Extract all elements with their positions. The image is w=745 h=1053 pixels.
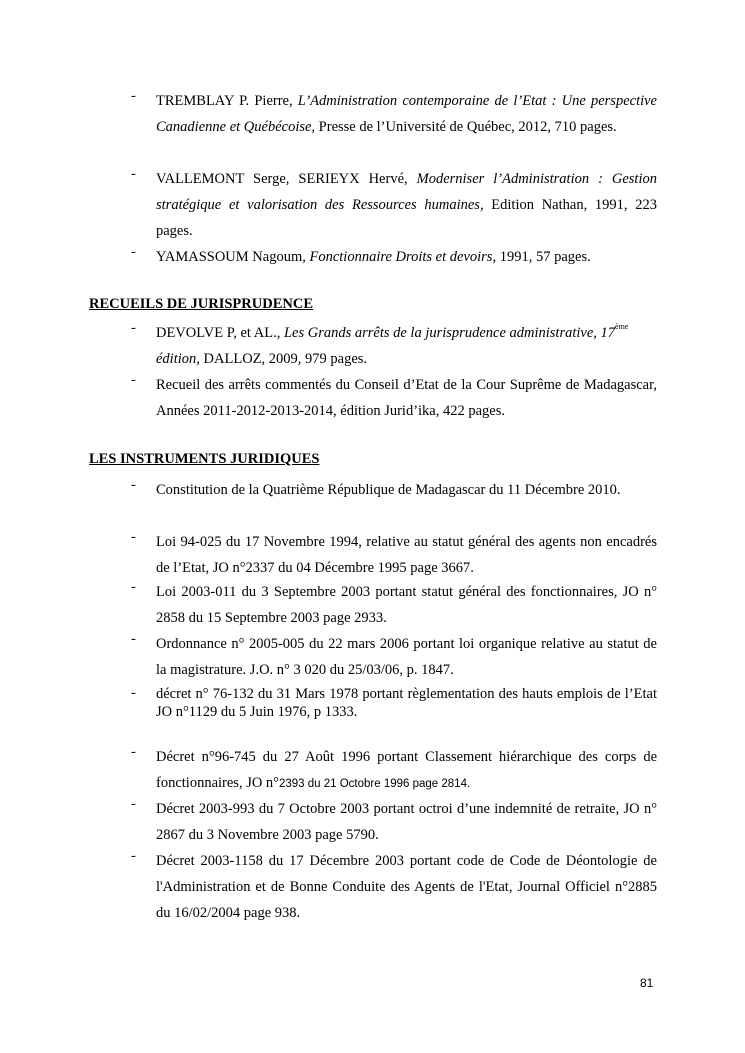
entry-author: TREMBLAY P. Pierre,: [156, 93, 298, 109]
entry-text: Constitution de la Quatrième République de Madagascar du 11 Décembre 2010.: [156, 482, 621, 498]
legal-entry-decret-2003-993: [131, 796, 657, 848]
list-dash: -: [131, 529, 136, 545]
entry-text: Décret 2003-1158 du 17 Décembre 2003 portant code de Code de Déontologie de l'Administration et de Bonne Conduite des Agents de l'Etat, Journal Officiel n°2885 du 16/02/2004 page 938.: [156, 853, 657, 921]
section-heading-instruments: LES INSTRUMENTS JURIDIQUES: [89, 451, 320, 467]
list-dash: -: [131, 88, 136, 104]
list-dash: -: [131, 744, 136, 760]
bib-entry-yamassoum: [131, 244, 657, 270]
list-dash: -: [131, 372, 136, 388]
entry-text: Décret n°96-745 du 27 Août 1996 portant Classement hiérarchique des corps de fonctionnaires, JO n°: [156, 749, 657, 791]
bib-entry-recueil-arrets: [131, 372, 657, 424]
entry-text: décret n° 76-132 du 31 Mars 1978 portant règlementation des hauts emplois de l’Etat JO n°1129 du 5 Juin 1976, p 1333.: [156, 686, 657, 720]
entry-title: Les Grands arrêts de la jurisprudence administrative, 17: [283, 325, 616, 341]
entry-publication: Presse de l’Université de Québec, 2012, 710 pages.: [315, 119, 617, 135]
entry-publication: DALLOZ, 2009, 979 pages.: [199, 351, 368, 367]
legal-entry-ordonnance: [131, 631, 657, 683]
superscript-eme: ème: [615, 322, 629, 331]
entry-title: Moderniser l’Administration : Gestion stratégique et valorisation des Ressources humaines,: [156, 171, 657, 213]
list-dash: -: [131, 579, 136, 595]
list-dash: -: [131, 848, 136, 864]
entry-text: Loi 94-025 du 17 Novembre 1994, relative au statut général des agents non encadrés de l’Etat, JO n°2337 du 04 Décembre 1995 page 3667.: [156, 534, 657, 576]
list-dash: -: [131, 796, 136, 812]
entry-title: Fonctionnaire Droits et devoirs,: [309, 249, 497, 265]
legal-entry-decret-76-132: [131, 685, 657, 721]
legal-entry-loi-2003-011: [131, 579, 657, 631]
entry-text: Recueil des arrêts commentés du Conseil d’Etat de la Cour Suprême de Madagascar, Années 2011-2012-2013-2014, édition Jurid’ika, 422 pages.: [156, 377, 657, 419]
entry-author: YAMASSOUM Nagoum,: [156, 249, 310, 265]
list-dash: -: [131, 244, 136, 260]
list-dash: -: [131, 320, 136, 336]
legal-entry-constitution: [131, 477, 657, 503]
entry-author: VALLEMONT Serge, SERIEYX Hervé,: [156, 171, 417, 187]
entry-publication: 1991, 57 pages.: [496, 249, 591, 265]
entry-text: Loi 2003-011 du 3 Septembre 2003 portant statut général des fonctionnaires, JO n° 2858 du 15 Septembre 2003 page 2933.: [156, 584, 657, 626]
entry-text-tail: 2393 du 21 Octobre 1996 page 2814.: [278, 778, 471, 790]
entry-edition: édition,: [156, 351, 200, 367]
legal-entry-decret-96-745: [131, 744, 657, 797]
entry-text: Décret 2003-993 du 7 Octobre 2003 portant octroi d’une indemnité de retraite, JO n° 2867 du 3 Novembre 2003 page 5790.: [156, 801, 657, 843]
bib-entry-tremblay: [131, 88, 657, 140]
entry-publication: Edition Nathan, 1991, 223 pages.: [156, 197, 657, 239]
list-dash: -: [131, 631, 136, 647]
bib-entry-vallemont: [131, 166, 657, 244]
list-dash: -: [131, 477, 136, 493]
entry-author: DEVOLVE P, et AL.,: [156, 325, 284, 341]
legal-entry-decret-2003-1158: [131, 848, 657, 926]
legal-entry-loi-94-025: [131, 529, 657, 581]
list-dash: -: [131, 685, 136, 701]
page-number: 81: [640, 976, 654, 990]
entry-text: Ordonnance n° 2005-005 du 22 mars 2006 portant loi organique relative au statut de la magistrature. J.O. n° 3 020 du 25/03/06, p. 1847.: [156, 636, 657, 678]
entry-title: L’Administration contemporaine de l’Etat : Une perspective Canadienne et Québécoise,: [156, 93, 657, 135]
section-heading-recueils: RECUEILS DE JURISPRUDENCE: [89, 296, 313, 312]
list-dash: -: [131, 166, 136, 182]
bib-entry-devolve: [131, 320, 657, 372]
